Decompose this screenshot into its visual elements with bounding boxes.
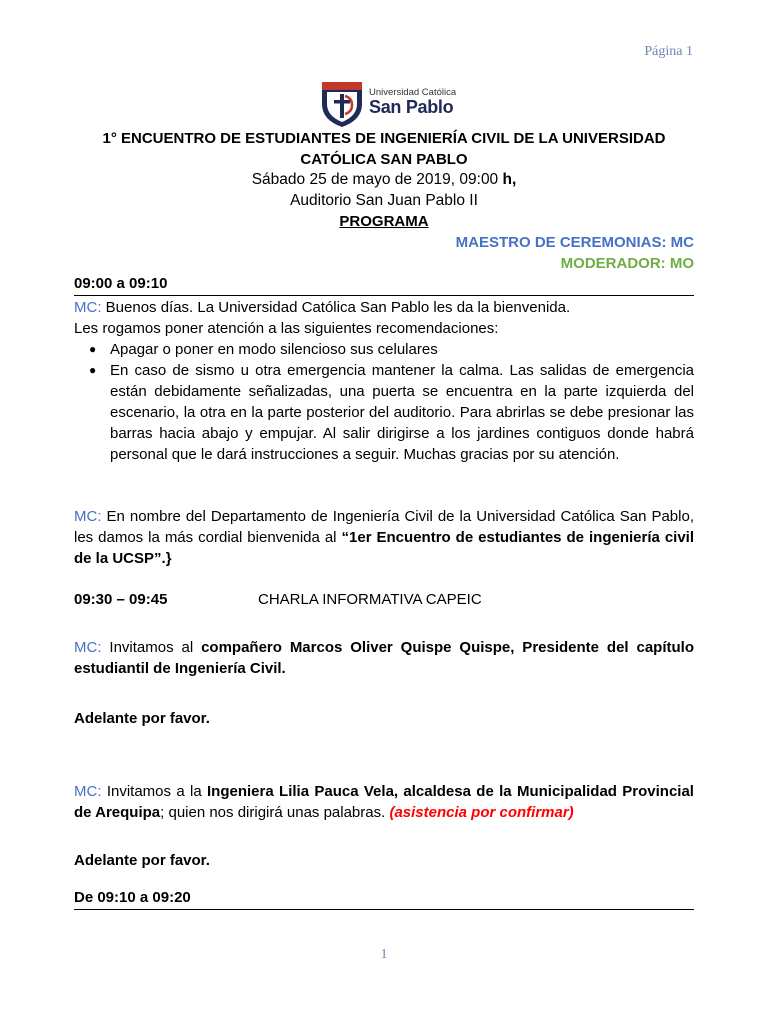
date-text: Sábado 25 de mayo de 2019, 09:00 <box>251 171 499 188</box>
bullet-icon: ● <box>89 342 97 356</box>
date-line <box>74 171 694 189</box>
intro-line: Les rogamos poner atención a las siguientes recomendaciones: <box>74 320 499 337</box>
invite-text-2: Invitamos a la <box>101 783 208 800</box>
bullet-text: En caso de sismo u otra emergencia mantener la calma. Las salidas de emergencia están debidamente señalizadas, una puerta se encuentra en la parte izquierda del escenario, la otra en la parte posterior del auditorio. Para abrirlas se debe presionar las barras hacia abajo y empujar. Al salir dirigirse a los jardines contiguos donde habrá personal que le dará instrucciones a seguir. Muchas gracias por su atención. <box>110 362 694 463</box>
programa-heading: PROGRAMA <box>339 213 429 230</box>
attendance-alert: (asistencia por confirmar) <box>389 804 574 821</box>
mc-welcome-text: En nombre del Departamento de Ingeniería Civil de la Universidad Católica San Pablo, les damos la más cordial bienvenida al <box>74 508 694 546</box>
time-slot-1: 09:00 a 09:10 <box>74 275 168 292</box>
university-logo <box>319 78 457 128</box>
divider-1 <box>74 295 694 296</box>
invite-text-3: ; quien nos dirigirá unas palabras. <box>160 804 390 821</box>
mc-invite-paragraph-2 <box>74 781 694 823</box>
mc-welcome-event: “1er Encuentro de estudiantes de ingeniería civil de la UCSP”.} <box>74 529 695 567</box>
document-title <box>74 128 694 170</box>
welcome-text: Buenos días. La Universidad Católica San Pablo les da la bienvenida. <box>101 299 571 316</box>
invite-bold-1: compañero Marcos Oliver Quispe Quispe, Presidente del capítulo estudiantil de Ingeniería Civil. <box>74 639 694 677</box>
invite-bold-2: Ingeniera Lilia Pauca Vela, alcaldesa de la Municipalidad Provincial de Arequipa <box>74 783 694 821</box>
logo-line2: San Pablo <box>369 97 454 117</box>
page-label: Página 1 <box>644 44 693 59</box>
title-line1: 1° ENCUENTRO DE ESTUDIANTES DE INGENIERÍA CIVIL DE LA UNIVERSIDAD <box>102 130 666 147</box>
date-suffix: h, <box>498 171 517 188</box>
shield-cross-icon <box>319 78 365 128</box>
recommendation-list <box>74 339 694 465</box>
page-number: 1 <box>380 947 388 962</box>
mc-tag: MC: <box>74 299 102 316</box>
mc-tag: MC: <box>74 783 102 800</box>
list-item <box>74 339 694 360</box>
adelante-2: Adelante por favor. <box>74 852 210 869</box>
bullet-icon: ● <box>89 363 97 377</box>
time-slot-3: De 09:10 a 09:20 <box>74 889 191 906</box>
mc-role: MAESTRO DE CEREMONIAS: MC <box>455 234 694 251</box>
mc-welcome-paragraph <box>74 506 694 569</box>
adelante-1: Adelante por favor. <box>74 710 210 727</box>
time-slot-2: 09:30 – 09:45 <box>74 591 168 608</box>
logo-line1: Universidad Católica <box>369 87 457 98</box>
venue-line: Auditorio San Juan Pablo II <box>290 192 478 209</box>
title-line2: CATÓLICA SAN PABLO <box>300 151 468 168</box>
bullet-text: Apagar o poner en modo silencioso sus celulares <box>110 341 438 358</box>
invite-text-1: Invitamos al <box>101 639 202 656</box>
mc-tag: MC: <box>74 639 102 656</box>
mc-invite-paragraph-1 <box>74 637 694 679</box>
list-item <box>74 360 694 465</box>
welcome-line <box>74 297 694 318</box>
event-title: CHARLA INFORMATIVA CAPEIC <box>258 591 482 608</box>
mo-role: MODERADOR: MO <box>560 255 694 272</box>
mc-tag: MC: <box>74 508 102 525</box>
divider-2 <box>74 909 694 910</box>
